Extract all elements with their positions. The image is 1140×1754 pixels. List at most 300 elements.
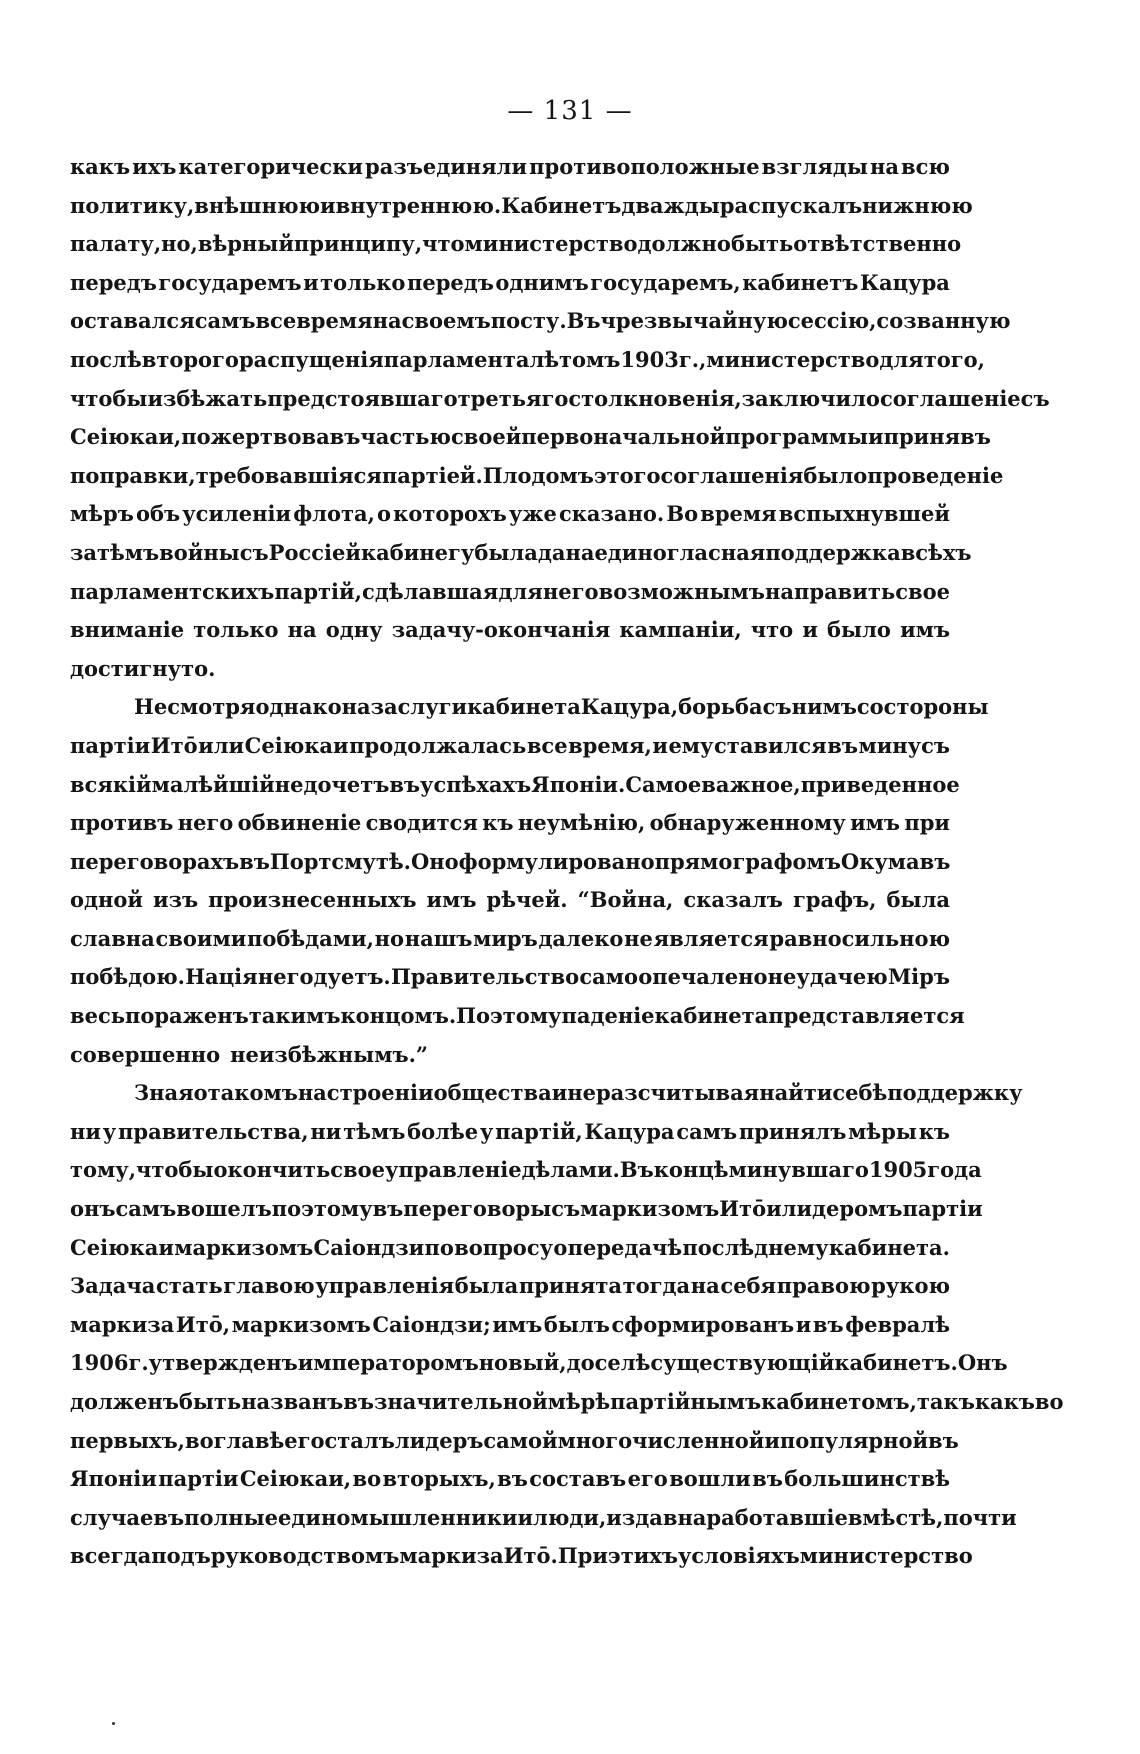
word: частью: [360, 424, 451, 450]
word: противъ: [70, 810, 174, 836]
word: вмѣстѣ,: [847, 1504, 944, 1530]
word: единомышленники: [278, 1504, 518, 1530]
word: со: [856, 694, 884, 720]
word: заслуги: [370, 694, 468, 720]
word: Итō: [719, 1196, 767, 1222]
text-line: [70, 997, 965, 1036]
word: февралѣ: [845, 1311, 950, 1337]
word: въ: [827, 732, 858, 758]
word: лидеръ: [394, 1427, 484, 1453]
word: такомъ: [207, 1080, 298, 1106]
word: флота,: [293, 501, 375, 527]
word: имъ: [492, 1311, 543, 1337]
word: послѣ: [70, 346, 142, 372]
word: быть: [178, 1389, 242, 1414]
word: общества: [433, 1080, 552, 1106]
text-line: [70, 418, 991, 457]
word: Японіи: [70, 1466, 157, 1492]
word: Міръ: [887, 964, 950, 990]
word: Саіондзи;: [372, 1311, 491, 1337]
word: вошелъ: [176, 1196, 272, 1222]
word: прямо: [654, 848, 733, 874]
word: самой: [483, 1427, 558, 1453]
word: подъ: [151, 1543, 211, 1569]
word: Сеіюкаи,: [239, 1466, 352, 1492]
word: Правительство: [390, 964, 580, 990]
word: время: [296, 308, 373, 334]
word: маркизомъ: [174, 1234, 314, 1260]
word: тому,: [70, 1157, 137, 1183]
word: маркизомъ: [580, 1196, 720, 1222]
text-line: [70, 843, 950, 882]
word: свое: [330, 1157, 385, 1183]
word: войны: [159, 539, 240, 565]
word: является: [653, 925, 769, 951]
word: г.,: [678, 346, 707, 372]
word: чтобы: [136, 1157, 214, 1183]
word: третьяго: [457, 385, 569, 411]
word: но: [374, 925, 404, 951]
word: пожертвовавъ: [181, 424, 361, 450]
word: года: [927, 1157, 982, 1183]
word: Итō.: [503, 1543, 558, 1569]
text-line: [70, 1499, 1017, 1538]
word: государемъ,: [590, 269, 741, 295]
word: всѣхъ: [900, 539, 972, 565]
word: палату,: [70, 231, 162, 257]
word: только: [320, 269, 406, 295]
word: большинствѣ: [784, 1466, 950, 1492]
word: поправки,: [70, 462, 196, 488]
word: вторыхъ,: [382, 1466, 496, 1492]
word: дѣлами.: [521, 1157, 620, 1183]
word: весь: [70, 1003, 125, 1029]
word: принципу,: [293, 231, 423, 257]
word: въ: [812, 1311, 844, 1337]
word: было: [827, 617, 891, 643]
word: негодуетъ.: [257, 964, 391, 990]
text-line: [70, 804, 950, 843]
word: одну: [325, 617, 383, 643]
word: министерство: [799, 1543, 973, 1569]
word: къ: [918, 1118, 950, 1144]
word: во: [185, 1427, 214, 1453]
word: неудачею: [767, 964, 888, 990]
word: передъ: [406, 269, 494, 295]
word: люди,: [533, 1504, 607, 1530]
word: сказано.: [558, 501, 665, 527]
text-line: [70, 881, 950, 920]
word: чтобы: [70, 385, 148, 411]
text-line: [70, 187, 973, 226]
word: приведенное: [800, 771, 960, 797]
text-line: [70, 650, 950, 689]
word: совершенно: [70, 1041, 221, 1067]
word: Въ: [566, 308, 601, 334]
word: сессію,: [787, 308, 877, 334]
word: правительства,: [118, 1118, 309, 1144]
word: и: [303, 269, 319, 295]
word: лидеромъ: [781, 1196, 903, 1222]
word: единогласная: [594, 539, 766, 565]
word: существующій: [650, 1350, 835, 1376]
word: оставался: [70, 308, 195, 334]
word: и: [764, 1427, 780, 1453]
word: Итō,: [175, 1311, 231, 1337]
word: и: [795, 1311, 812, 1337]
word: случаевъ: [70, 1504, 185, 1530]
word: почти: [943, 1504, 1017, 1530]
word: рукою: [871, 1273, 950, 1299]
word: само: [579, 964, 638, 990]
word: Кабинетъ: [501, 192, 622, 218]
word: имъ: [850, 810, 900, 836]
word: однако: [255, 694, 342, 720]
word: болѣе: [407, 1118, 479, 1144]
word: сталъ: [324, 1427, 395, 1453]
text-line: [70, 611, 950, 650]
word: внутреннюю.: [335, 192, 502, 218]
word: время,: [568, 732, 652, 758]
word: для: [879, 346, 924, 372]
word: тогда: [622, 1273, 691, 1299]
word: Самое: [625, 771, 702, 797]
word: передъ: [70, 269, 157, 295]
word: новый,: [478, 1350, 567, 1376]
word: требовавшіяся: [195, 462, 382, 488]
word: была: [454, 1273, 519, 1299]
word: предстоявшаго: [267, 385, 458, 411]
word: было: [803, 462, 868, 488]
text-line: [70, 1190, 983, 1229]
text-line: [70, 688, 989, 727]
word: быть: [730, 231, 794, 257]
word: у: [102, 1118, 117, 1144]
text-line: [70, 1537, 973, 1576]
word: малѣйшій: [151, 771, 275, 797]
word: правою: [776, 1273, 871, 1299]
word: усиленіи: [182, 501, 292, 527]
word: созванную: [876, 308, 1011, 334]
word: не: [567, 1080, 596, 1106]
word: съ: [1020, 385, 1050, 411]
word: въ: [928, 1427, 959, 1453]
word: для: [498, 578, 543, 604]
text-line: [70, 1422, 959, 1461]
text-line: [70, 766, 960, 805]
word: Кацура: [859, 269, 950, 295]
word: издавна: [606, 1504, 707, 1530]
word: вошли: [669, 1466, 751, 1492]
word: ставился: [714, 732, 827, 758]
word: заключило: [741, 385, 880, 411]
word: ихъ: [132, 154, 177, 179]
word: графомъ: [732, 848, 841, 874]
word: многочисленной: [557, 1427, 765, 1453]
text-line: [70, 302, 1011, 341]
word: возможнымъ: [598, 578, 765, 604]
word: минувшаго: [728, 1157, 869, 1183]
text-line: [70, 341, 985, 380]
word: “Война,: [577, 887, 674, 913]
word: въ: [239, 848, 270, 874]
word: кабинета: [654, 1003, 769, 1029]
text-line: [70, 1074, 1023, 1113]
word: мѣры: [848, 1118, 917, 1144]
word: взгляды: [761, 154, 868, 179]
word: переговоры: [403, 1196, 552, 1222]
word: борьба: [678, 694, 763, 720]
word: въ: [389, 771, 421, 797]
word: сводится: [365, 810, 478, 836]
word: 1903: [620, 346, 679, 372]
word: его: [627, 1466, 668, 1492]
word: политику,: [70, 192, 195, 218]
word: обвиненіе: [237, 810, 362, 836]
text-line: [70, 534, 972, 573]
word: Плодомъ: [482, 462, 594, 488]
word: разъединяли: [365, 154, 528, 179]
word: всякій: [70, 771, 152, 797]
text-line: [70, 1229, 950, 1268]
word: него: [177, 810, 234, 836]
word: онъ: [70, 1196, 116, 1222]
word: столкновенія,: [568, 385, 742, 411]
word: работавшіе: [706, 1504, 848, 1530]
text-line: [70, 495, 950, 534]
word: кабинетъ: [742, 269, 859, 295]
word: кампаніи,: [619, 617, 742, 643]
word: и: [868, 424, 884, 450]
word: него: [542, 578, 599, 604]
word: формулировано: [458, 848, 655, 874]
word: Несмотря: [134, 694, 256, 720]
word: ему: [668, 732, 714, 758]
word: своими: [155, 925, 247, 951]
word: должно: [637, 231, 731, 257]
word: тѣмъ: [343, 1118, 406, 1144]
word: распущенія: [238, 346, 384, 372]
word: кабинегу: [360, 539, 475, 565]
word: Окума: [840, 848, 920, 874]
word: къ: [482, 810, 514, 836]
word: руководствомъ: [210, 1543, 400, 1569]
text-line: [70, 264, 950, 303]
word: значительной: [373, 1389, 548, 1414]
word: была: [474, 539, 538, 565]
word: названъ: [241, 1389, 344, 1414]
word: его: [284, 1427, 325, 1453]
word: побѣдою.: [70, 964, 185, 990]
word: императоромъ: [297, 1350, 479, 1376]
word: популярной: [779, 1427, 929, 1453]
text-line: [70, 380, 1050, 419]
word: программы: [725, 424, 869, 450]
word: ни: [310, 1118, 342, 1144]
word: этихъ: [607, 1543, 678, 1569]
word: окончить: [213, 1157, 331, 1183]
word: что: [750, 617, 794, 643]
word: всегда: [70, 1543, 152, 1569]
word: время: [700, 501, 777, 527]
word: парламентскихъ: [70, 578, 275, 604]
word: изъ: [153, 887, 199, 913]
text-line: [70, 457, 1004, 496]
text-line: [70, 1306, 950, 1345]
word: себѣ: [832, 1080, 888, 1106]
word: внѣшнюю: [194, 192, 321, 218]
word: такимъ: [248, 1003, 341, 1029]
text-line: [70, 920, 950, 959]
word: дважды: [621, 192, 720, 218]
word: Кацура: [584, 1118, 675, 1144]
word: поддержка: [765, 539, 901, 565]
word: обнаруженному: [649, 810, 846, 836]
word: второго: [141, 346, 239, 372]
word: о: [553, 1234, 568, 1260]
word: парламента: [383, 346, 530, 372]
word: Задача: [70, 1273, 156, 1299]
word: маркиза: [70, 1311, 175, 1337]
page-number: — 131 —: [507, 96, 633, 126]
word: переговорахъ: [70, 848, 240, 874]
word: въ: [343, 1389, 374, 1414]
word: имъ: [426, 887, 477, 913]
word: уже: [508, 501, 557, 527]
word: лѣтомъ: [529, 346, 621, 372]
text-line: [70, 1460, 950, 1499]
word: кабинета.: [828, 1234, 950, 1260]
word: о: [193, 1080, 208, 1106]
text-line: [70, 958, 950, 997]
word: въ: [497, 1466, 528, 1492]
word: министерство: [464, 231, 638, 257]
word: въ: [372, 1196, 404, 1222]
word: далеко: [538, 925, 624, 951]
word: послѣднему: [682, 1234, 829, 1260]
word: концѣ: [653, 1157, 729, 1183]
word: съ: [551, 1196, 581, 1222]
word: Во: [666, 501, 699, 527]
speck-mark: [112, 1722, 115, 1725]
word: достигнуто.: [70, 655, 216, 681]
word: Саіондзи: [313, 1234, 425, 1260]
word: партіи: [158, 1466, 239, 1492]
word: партійнымъ: [610, 1389, 762, 1414]
word: сформированъ: [611, 1311, 795, 1337]
word: самъ: [194, 308, 256, 334]
word: имъ: [900, 617, 950, 643]
word: себя: [720, 1273, 777, 1299]
word: посту.: [490, 308, 567, 334]
word: равносильною: [769, 925, 950, 951]
word: Въ: [619, 1157, 654, 1183]
word: рѣчей.: [486, 887, 568, 913]
word: и: [652, 732, 668, 758]
word: маркиза: [399, 1543, 504, 1569]
word: вопросу: [454, 1234, 554, 1260]
word: важное,: [701, 771, 801, 797]
word: на: [341, 694, 371, 720]
word: управленія: [315, 1273, 455, 1299]
word: стороны: [883, 694, 989, 720]
word: Зная: [134, 1080, 194, 1106]
word: 1906: [70, 1350, 129, 1376]
word: того,: [923, 346, 985, 372]
word: паденіе: [561, 1003, 655, 1029]
word: маркизомъ: [231, 1311, 371, 1337]
word: 1905: [868, 1157, 928, 1183]
word: министерство: [706, 346, 880, 372]
word: Оно: [410, 848, 459, 874]
word: г.: [128, 1350, 149, 1376]
word: партіи: [70, 732, 151, 758]
word: государемъ: [158, 269, 302, 295]
word: найти: [759, 1080, 833, 1106]
word: все: [255, 308, 297, 334]
word: одной: [70, 887, 143, 913]
word: настроеніи: [297, 1080, 434, 1106]
word: принялъ: [738, 1118, 847, 1144]
word: концомъ.: [340, 1003, 457, 1029]
word: миръ: [473, 925, 538, 951]
word: на: [287, 617, 317, 643]
word: первоначальной: [521, 424, 726, 450]
word: нижнюю: [862, 192, 973, 218]
word: и: [802, 617, 818, 643]
word: была: [886, 887, 950, 913]
word: только: [193, 617, 279, 643]
word: разсчитывая: [596, 1080, 760, 1106]
word: славна: [70, 925, 155, 951]
word: опечалено: [638, 964, 768, 990]
word: Поэтому: [456, 1003, 562, 1029]
word: по: [424, 1234, 454, 1260]
word: отвѣтственно: [793, 231, 962, 257]
word: въ: [919, 848, 951, 874]
word: главою: [223, 1273, 315, 1299]
word: принята: [518, 1273, 622, 1299]
word: составъ: [529, 1466, 627, 1492]
text-line: [70, 1113, 950, 1152]
word: Онъ: [957, 1350, 1008, 1376]
word: направить: [765, 578, 896, 604]
word: свое: [895, 578, 950, 604]
word: противоположные: [529, 154, 760, 179]
word: условіяхъ: [677, 1543, 800, 1569]
word: у: [479, 1118, 494, 1144]
word: мѣръ: [70, 501, 134, 527]
word: и: [320, 192, 336, 218]
word: графъ,: [792, 887, 877, 913]
word: проведеніе: [867, 462, 1004, 488]
word: при: [904, 810, 950, 836]
word: Сеіюкаи: [70, 1234, 174, 1260]
text-line: [70, 1151, 982, 1190]
word: стать: [155, 1273, 223, 1299]
word: и: [517, 1504, 534, 1530]
word: самъ: [676, 1118, 738, 1144]
text-line: [70, 1036, 950, 1075]
word: на: [690, 1273, 720, 1299]
word: При: [557, 1543, 608, 1569]
word: съ: [239, 539, 269, 565]
word: чрезвычайную: [600, 308, 788, 334]
word: побѣдами,: [247, 925, 374, 951]
text-line: [70, 225, 962, 264]
word: кабинетъ.: [834, 1350, 958, 1376]
word: управленіе: [384, 1157, 522, 1183]
